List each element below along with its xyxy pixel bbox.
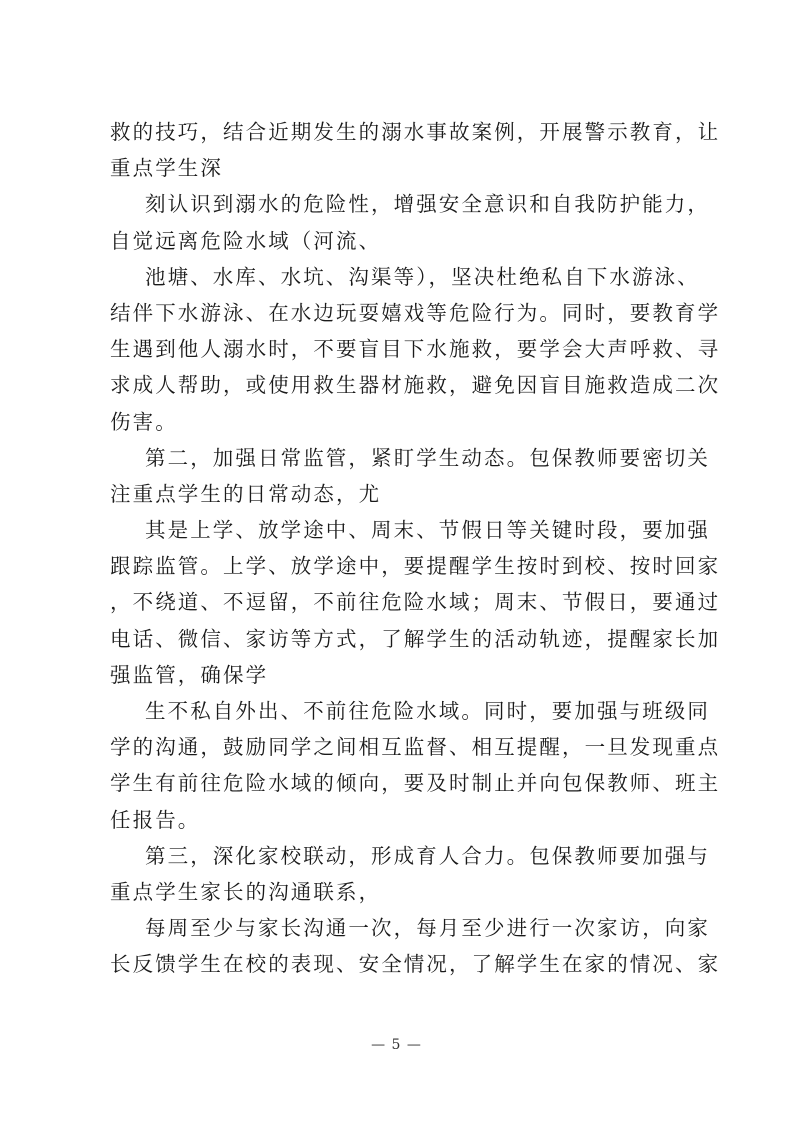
text-line: 每周至少与家长沟通一次，每月至少进行一次家访，向家	[145, 916, 710, 941]
text-line: 重点学生深	[110, 156, 223, 181]
text-line: 池塘、水库、水坑、沟渠等），坚决杜绝私自下水游泳、	[145, 264, 700, 289]
text-line: 强监管，确保学	[110, 662, 269, 687]
text-line: 救的技巧，结合近期发生的溺水事故案例，开展警示教育，让	[110, 120, 721, 144]
text-line: 跟踪监管。上学、放学途中，要提醒学生按时到校、按时回家	[110, 554, 721, 579]
text-line: 第三，深化家校联动，形成育人合力。包保教师要加强与	[145, 843, 710, 868]
text-line: 学的沟通，鼓励同学之间相互监督、相互提醒，一旦发现重点	[110, 735, 721, 760]
text-line: 结伴下水游泳、在水边玩耍嬉戏等危险行为。同时，要教育学	[110, 300, 721, 325]
text-line: 生遇到他人溺水时，不要盲目下水施救，要学会大声呼救、寻	[110, 337, 721, 362]
text-line: 任报告。	[110, 807, 201, 832]
text-line: 其是上学、放学途中、周末、节假日等关键时段，要加强	[145, 518, 710, 543]
text-line: 伤害。	[110, 409, 178, 434]
text-line: 长反馈学生在校的表现、安全情况，了解学生在家的情况、家	[110, 952, 721, 977]
text-line: 求成人帮助，或使用救生器材施救，避免因盲目施救造成二次	[110, 373, 721, 398]
text-line: ，不绕道、不逗留，不前往危险水域；周末、节假日，要通过	[110, 590, 721, 615]
text-line: 第二，加强日常监管，紧盯学生动态。包保教师要密切关	[145, 445, 710, 470]
text-line: 注重点学生的日常动态，尤	[110, 481, 382, 506]
page-number: — 5 —	[371, 1037, 422, 1053]
text-line: 刻认识到溺水的危险性，增强安全意识和自我防护能力，	[145, 192, 710, 217]
text-line: 学生有前往危险水域的倾向，要及时制止并向包保教师、班主	[110, 771, 721, 796]
text-line: 电话、微信、家访等方式，了解学生的活动轨迹，提醒家长加	[110, 626, 721, 651]
text-line: 重点学生家长的沟通联系，	[110, 879, 382, 904]
document-body	[110, 120, 721, 991]
text-line: 生不私自外出、不前往危险水域。同时，要加强与班级同	[145, 699, 710, 723]
text-line: 自觉远离危险水域（河流、	[110, 228, 382, 253]
